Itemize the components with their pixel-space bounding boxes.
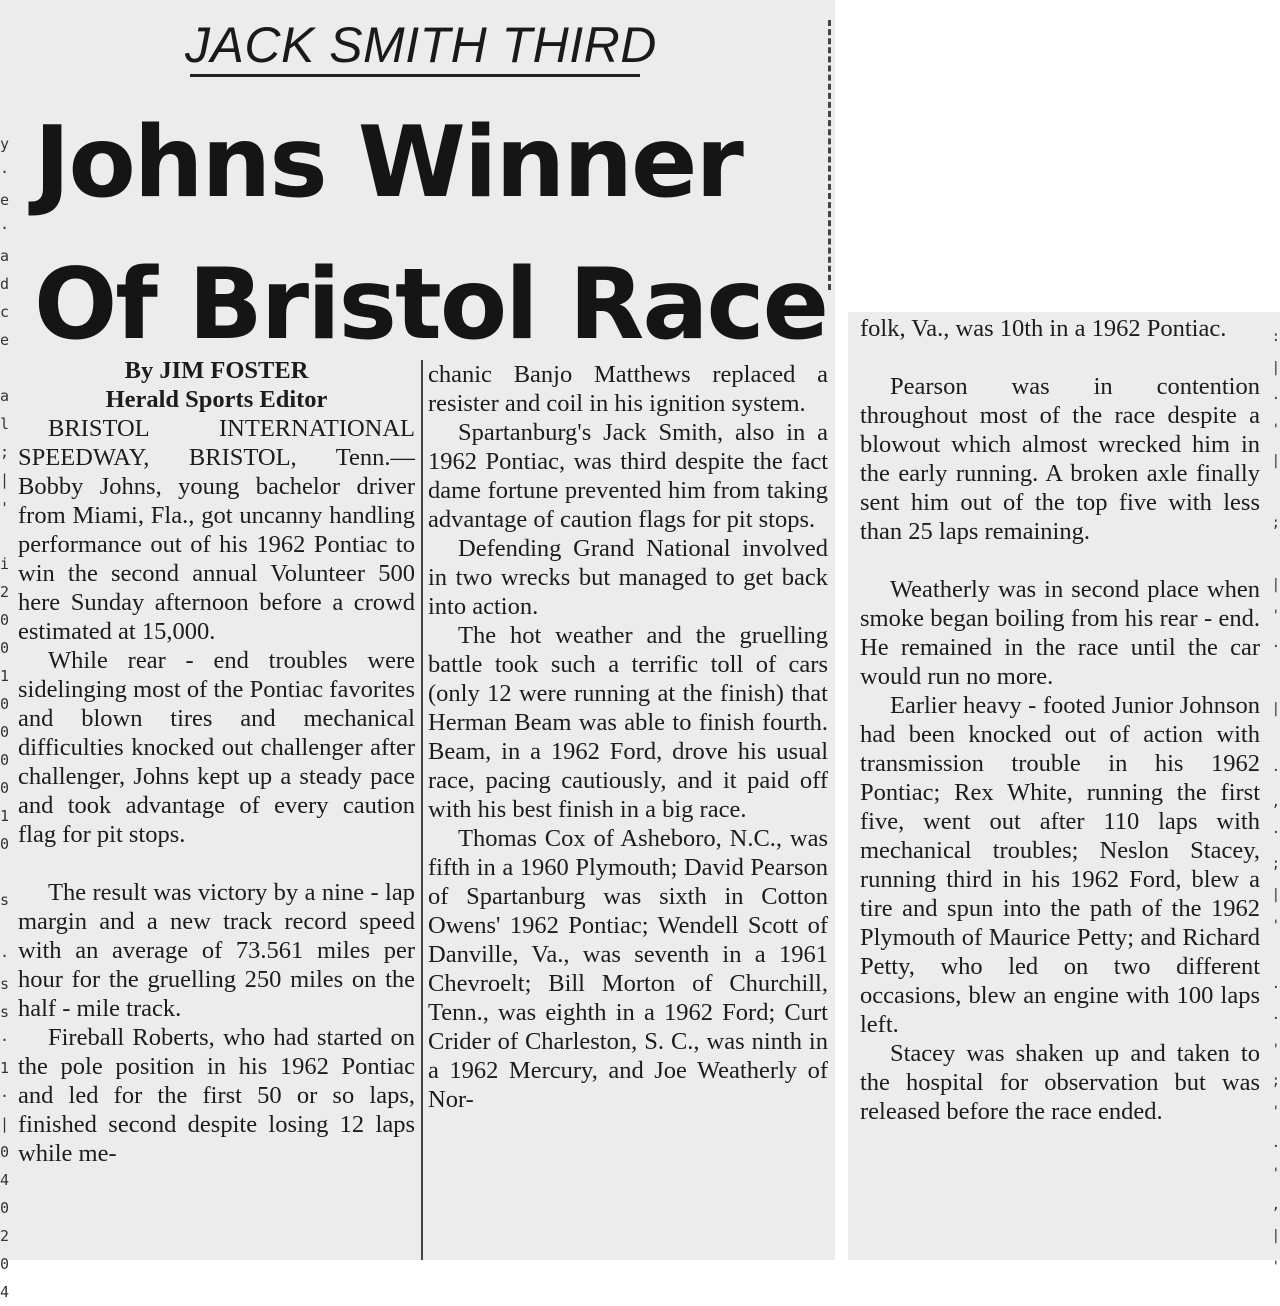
adjacent-column-fragment: y · e · a d c e a l ; | ' i 2 0 0 1 0 0 0 0 1 0 s · s s · 1 · | 0 4 0 2 0 4 (0, 135, 10, 1301)
column-divider (421, 360, 423, 1260)
kicker-underline (190, 74, 640, 77)
paragraph: Defending Grand National involved in two wrecks but managed to get back into action. (428, 535, 828, 620)
paragraph: While rear - end troubles were sidelinging most of the Pontiac favorites and blown tires and mechanical difficulties knocked out challenger after challenger, Johns kept up a steady pace and took advantage of every caution flag for pit stops. (18, 647, 415, 848)
paragraph: Weatherly was in second place when smoke began boiling from his rear - end. He remained in the race until the car would run no more. (860, 576, 1260, 690)
article-column-1 (18, 356, 415, 1168)
paragraph: Earlier heavy - footed Junior Johnson had been knocked out of action with transmission trouble in his 1962 Pontiac; Rex White, running the first five, went out after 110 laps with mechanical troubles; Neslon Stacey, running third in his 1962 Ford, blew a tire and spun into the path of the 1962 Plymouth of Maurice Petty; and Richard Petty, who led on two different occasions, blew an engine with 100 laps left. (860, 692, 1260, 1038)
column-border (828, 20, 831, 290)
kicker-headline: JACK SMITH THIRD (185, 17, 657, 73)
article-column-2 (428, 360, 828, 1114)
paragraph: Stacey was shaken up and taken to the hospital for observation but was released before the race ended. (860, 1040, 1260, 1125)
paragraph: Spartanburg's Jack Smith, also in a 1962 Pontiac, was third despite the fact dame fortune prevented him from taking advantage of caution flags for pit stops. (428, 419, 828, 533)
adjacent-column-fragment: : | · ' | ; | ' · | · , · ; | ' · · ' ; ' . ' , | ' (1271, 329, 1280, 1275)
byline-title: Herald Sports Editor (105, 386, 328, 413)
byline: By JIM FOSTER (124, 357, 309, 384)
headline-line-2: Of Bristol Race (34, 248, 828, 362)
paragraph: folk, Va., was 10th in a 1962 Pontiac. (860, 315, 1227, 342)
paragraph: Pearson was in contention throughout most of the race despite a blowout which almost wrecked him in the early running. A broken axle finally sent him out of the top five with less than 25 laps remaining. (860, 373, 1260, 545)
paragraph: Thomas Cox of Asheboro, N.C., was fifth in a 1960 Plymouth; David Pearson of Spartanburg was sixth in Cotton Owens' 1962 Pontiac; Wendell Scott of Danville, Va., was seventh in a 1961 Chevroelt; Bill Morton of Churchill, Tenn., was eighth in a 1962 Ford; Curt Crider of Charleston, S. C., was ninth in a 1962 Mercury, and Joe Weatherly of Nor- (428, 825, 828, 1113)
paragraph: The result was victory by a nine - lap margin and a new track record speed with an average of 73.561 miles per hour for the gruelling 250 miles on the half - mile track. (18, 879, 415, 1022)
main-headline (34, 92, 828, 376)
paragraph: Fireball Roberts, who had started on the pole position in his 1962 Pontiac and led for the first 50 or so laps, finished second despite losing 12 laps while me- (18, 1024, 415, 1167)
paragraph: chanic Banjo Matthews replaced a resister and coil in his ignition system. (428, 361, 828, 417)
paragraph: The hot weather and the gruelling battle took such a terrific toll of cars (only 12 were running at the finish) that Herman Beam was able to finish fourth. Beam, in a 1962 Ford, drove his usual race, pacing cautiously, and it paid off with his best finish in a big race. (428, 622, 828, 823)
article-column-3 (860, 314, 1260, 1126)
paragraph: BRISTOL INTERNATIONAL SPEEDWAY, BRISTOL, Tenn.— Bobby Johns, young bachelor driver from Miami, Fla., got uncanny handling performance out of his 1962 Pontiac to win the second annual Volunteer 500 here Sunday afternoon before a crowd estimated at 15,000. (18, 415, 415, 645)
headline-line-1: Johns Winner (34, 106, 742, 220)
